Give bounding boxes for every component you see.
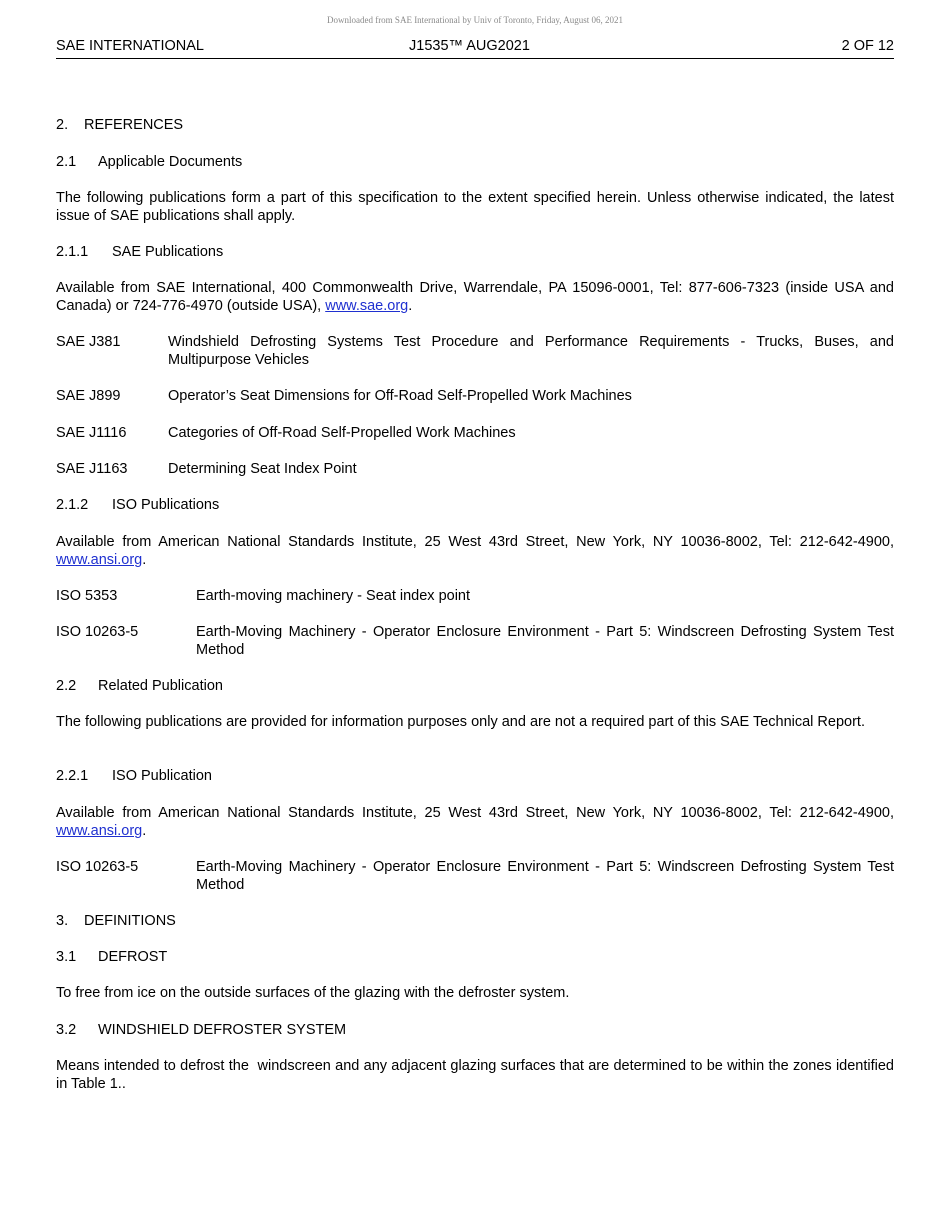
section-title: ISO Publication — [112, 768, 212, 784]
download-watermark: Downloaded from SAE International by Univ of Toronto, Friday, August 06, 2021 — [326, 15, 624, 25]
section-number: 2. — [56, 117, 69, 133]
section-number: 3. — [56, 913, 69, 929]
ansi-website-link-2[interactable]: www.ansi.org — [56, 823, 143, 839]
section-number: 2.2 — [56, 678, 77, 694]
period: . — [142, 552, 147, 568]
reference-code: SAE J381 — [56, 334, 121, 350]
reference-title: Operator’s Seat Dimensions for Off-Road Self-Propelled Work Machines — [168, 388, 632, 404]
availability-text: Available from American National Standards Institute, 25 West 43rd Street, New York, NY 10036-8002, Tel: 212-642-4900, — [56, 805, 894, 821]
section-title: Related Publication — [98, 678, 223, 694]
availability-text: Available from American National Standards Institute, 25 West 43rd Street, New York, NY 10036-8002, Tel: 212-642-4900, — [56, 534, 894, 550]
reference-title: Earth-Moving Machinery - Operator Enclosure Environment - Part 5: Windscreen Defrosting System Test Method — [196, 624, 894, 658]
period: . — [408, 298, 413, 314]
reference-title: Earth-Moving Machinery - Operator Enclosure Environment - Part 5: Windscreen Defrosting System Test Method — [196, 859, 894, 893]
section-title: DEFINITIONS — [84, 913, 176, 929]
reference-code: ISO 10263-5 — [56, 859, 139, 875]
reference-title: Determining Seat Index Point — [168, 461, 357, 477]
reference-title: Categories of Off-Road Self-Propelled Work Machines — [168, 425, 516, 441]
sae-availability-paragraph — [56, 279, 894, 315]
section-3-2-heading — [56, 1021, 347, 1039]
ansi-availability-paragraph — [56, 533, 894, 569]
ansi-website-link[interactable]: www.ansi.org — [56, 552, 143, 568]
section-3-1-body: To free from ice on the outside surfaces of the glazing with the defroster system. — [56, 985, 570, 1001]
reference-item — [56, 460, 894, 478]
section-2-2-1-heading — [56, 767, 212, 785]
ansi-availability-paragraph-2 — [56, 804, 894, 840]
section-3-heading — [56, 912, 176, 930]
section-title: DEFROST — [98, 949, 168, 965]
reference-item — [56, 387, 894, 405]
header-doc-number: J1535™ AUG2021 — [409, 38, 530, 54]
reference-title: Earth-moving machinery - Seat index point — [196, 588, 471, 604]
reference-item — [56, 333, 894, 369]
section-number: 2.1.2 — [56, 497, 89, 513]
reference-code: SAE J899 — [56, 388, 121, 404]
section-number: 3.1 — [56, 949, 77, 965]
reference-item — [56, 623, 894, 659]
reference-item — [56, 424, 894, 442]
section-2-1-heading — [56, 153, 243, 171]
reference-code: SAE J1163 — [56, 461, 128, 477]
section-2-2-body: The following publications are provided for information purposes only and are not a required part of this SAE Technical Report. — [56, 714, 865, 730]
reference-title: Windshield Defrosting Systems Test Procedure and Performance Requirements - Trucks, Buses, and Multipurpose Vehicles — [168, 334, 894, 368]
section-3-1-heading — [56, 948, 168, 966]
section-title: WINDSHIELD DEFROSTER SYSTEM — [98, 1022, 347, 1038]
header-org: SAE INTERNATIONAL — [56, 38, 204, 54]
section-number: 2.2.1 — [56, 768, 89, 784]
section-number: 2.1.1 — [56, 244, 89, 260]
section-number: 3.2 — [56, 1022, 77, 1038]
reference-code: ISO 10263-5 — [56, 624, 139, 640]
section-title: ISO Publications — [112, 497, 220, 513]
section-title: Applicable Documents — [98, 154, 243, 170]
reference-code: SAE J1116 — [56, 425, 127, 441]
page-header — [56, 38, 894, 59]
reference-item — [56, 587, 894, 605]
section-number: 2.1 — [56, 154, 77, 170]
reference-code: ISO 5353 — [56, 588, 118, 604]
section-3-2-body: Means intended to defrost the windscreen and any adjacent glazing surfaces that are determined to be within the zones identified in Table 1.. — [56, 1058, 899, 1092]
section-2-1-1-heading — [56, 243, 224, 261]
reference-item — [56, 858, 894, 894]
sae-website-link[interactable]: www.sae.org — [325, 298, 409, 314]
section-2-2-heading — [56, 677, 223, 695]
section-2-heading — [56, 116, 184, 134]
section-2-1-2-heading — [56, 496, 220, 514]
section-title: SAE Publications — [112, 244, 224, 260]
section-title: REFERENCES — [84, 117, 184, 133]
period: . — [142, 823, 147, 839]
header-page-number: 2 OF 12 — [841, 38, 894, 54]
availability-text: Available from SAE International, 400 Commonwealth Drive, Warrendale, PA 15096-0001, Tel: 877-606-7323 (inside USA and Canada) or 724-776-4970 (outside USA), — [56, 280, 894, 314]
section-2-1-body: The following publications form a part of this specification to the extent specified herein. Unless otherwise indicated, the latest issue of SAE publications shall apply. — [56, 190, 894, 224]
